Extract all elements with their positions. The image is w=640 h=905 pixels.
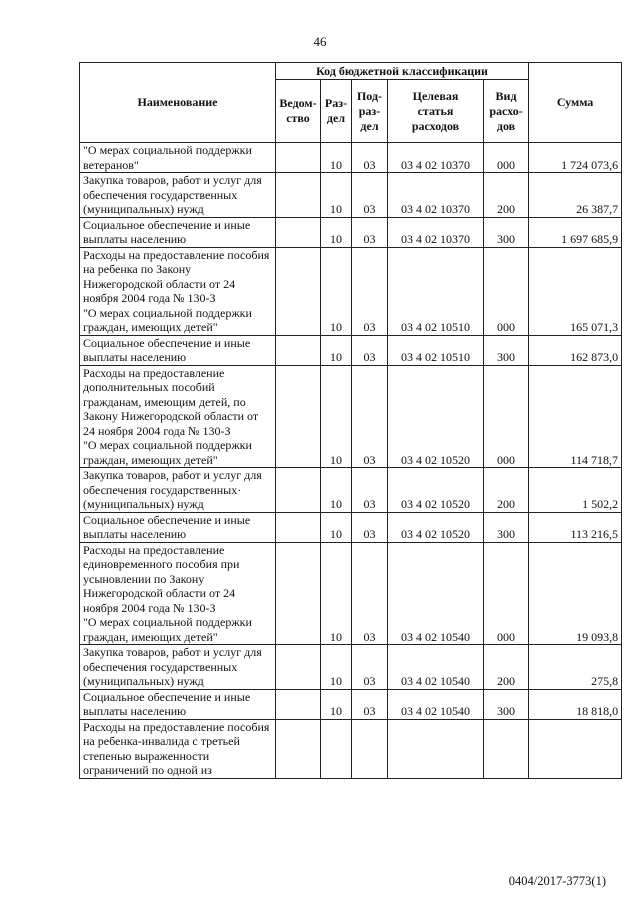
row-department bbox=[276, 335, 321, 365]
row-sum: 165 071,3 bbox=[529, 247, 622, 335]
row-name: Закупка товаров, работ и услуг для обеспечения государственных· (муниципальных) нужд bbox=[80, 468, 276, 513]
row-section: 10 bbox=[321, 512, 352, 542]
row-target-item: 03 4 02 10540 bbox=[388, 542, 484, 645]
row-sum: 275,8 bbox=[529, 645, 622, 690]
row-name: Расходы на предоставление единовременного пособия при усыновлении по Закону Нижегородской области от 24 ноября 2004 года № 130-З "О мерах социальной поддержки граждан, имеющих детей" bbox=[80, 542, 276, 645]
row-name: Расходы на предоставление дополнительных пособий гражданам, имеющим детей, по Закону Нижегородской области от 24 ноября 2004 года № 130-З "О мерах социальной поддержки граждан, имеющих детей" bbox=[80, 365, 276, 468]
table-row bbox=[80, 335, 622, 365]
row-subsection: 03 bbox=[352, 645, 388, 690]
row-target-item: 03 4 02 10520 bbox=[388, 512, 484, 542]
row-subsection bbox=[352, 719, 388, 778]
row-subsection: 03 bbox=[352, 512, 388, 542]
header-expense-type: Вид расхо- дов bbox=[484, 80, 529, 143]
row-target-item: 03 4 02 10540 bbox=[388, 689, 484, 719]
row-target-item: 03 4 02 10510 bbox=[388, 247, 484, 335]
header-code-group: Код бюджетной классификации bbox=[276, 63, 529, 80]
row-expense-type: 000 bbox=[484, 542, 529, 645]
header-department: Ведом- ство bbox=[276, 80, 321, 143]
table-row bbox=[80, 143, 622, 173]
row-target-item: 03 4 02 10370 bbox=[388, 217, 484, 247]
table-row bbox=[80, 719, 622, 778]
row-subsection: 03 bbox=[352, 365, 388, 468]
row-name: Закупка товаров, работ и услуг для обеспечения государственных (муниципальных) нужд bbox=[80, 645, 276, 690]
row-expense-type bbox=[484, 719, 529, 778]
row-expense-type: 000 bbox=[484, 247, 529, 335]
row-subsection: 03 bbox=[352, 143, 388, 173]
row-department bbox=[276, 247, 321, 335]
row-name: Расходы на предоставление пособия на ребенка-инвалида с третьей степенью выраженности ограничений по одной из bbox=[80, 719, 276, 778]
row-section: 10 bbox=[321, 689, 352, 719]
table-row bbox=[80, 645, 622, 690]
row-department bbox=[276, 512, 321, 542]
row-sum: 1 697 685,9 bbox=[529, 217, 622, 247]
header-name: Наименование bbox=[80, 63, 276, 143]
row-department bbox=[276, 365, 321, 468]
row-sum: 26 387,7 bbox=[529, 173, 622, 218]
row-section: 10 bbox=[321, 645, 352, 690]
row-target-item: 03 4 02 10370 bbox=[388, 173, 484, 218]
row-department bbox=[276, 542, 321, 645]
table-row bbox=[80, 468, 622, 513]
row-target-item: 03 4 02 10370 bbox=[388, 143, 484, 173]
row-target-item: 03 4 02 10520 bbox=[388, 365, 484, 468]
row-expense-type: 300 bbox=[484, 217, 529, 247]
table-row bbox=[80, 365, 622, 468]
row-target-item bbox=[388, 719, 484, 778]
row-name: Социальное обеспечение и иные выплаты населению bbox=[80, 335, 276, 365]
row-department bbox=[276, 645, 321, 690]
row-department bbox=[276, 719, 321, 778]
row-subsection: 03 bbox=[352, 468, 388, 513]
table-row bbox=[80, 173, 622, 218]
row-section: 10 bbox=[321, 468, 352, 513]
row-department bbox=[276, 689, 321, 719]
row-expense-type: 000 bbox=[484, 365, 529, 468]
row-sum: 1 724 073,6 bbox=[529, 143, 622, 173]
row-section: 10 bbox=[321, 143, 352, 173]
row-sum: 114 718,7 bbox=[529, 365, 622, 468]
header-section: Раз- дел bbox=[321, 80, 352, 143]
row-subsection: 03 bbox=[352, 335, 388, 365]
document-code: 0404/2017-3773(1) bbox=[508, 874, 606, 888]
table-row bbox=[80, 542, 622, 645]
row-expense-type: 300 bbox=[484, 689, 529, 719]
row-subsection: 03 bbox=[352, 542, 388, 645]
row-sum: 162 873,0 bbox=[529, 335, 622, 365]
row-name: "О мерах социальной поддержки ветеранов" bbox=[80, 143, 276, 173]
row-expense-type: 000 bbox=[484, 143, 529, 173]
row-department bbox=[276, 143, 321, 173]
row-sum: 113 216,5 bbox=[529, 512, 622, 542]
row-target-item: 03 4 02 10540 bbox=[388, 645, 484, 690]
row-expense-type: 200 bbox=[484, 173, 529, 218]
row-section: 10 bbox=[321, 173, 352, 218]
table-row bbox=[80, 217, 622, 247]
row-department bbox=[276, 468, 321, 513]
row-name: Социальное обеспечение и иные выплаты населению bbox=[80, 689, 276, 719]
table-row bbox=[80, 247, 622, 335]
row-sum bbox=[529, 719, 622, 778]
budget-table bbox=[79, 62, 622, 779]
row-target-item: 03 4 02 10510 bbox=[388, 335, 484, 365]
row-sum: 1 502,2 bbox=[529, 468, 622, 513]
header-sum: Сумма bbox=[529, 63, 622, 143]
row-expense-type: 300 bbox=[484, 512, 529, 542]
row-name: Социальное обеспечение и иные выплаты населению bbox=[80, 217, 276, 247]
row-subsection: 03 bbox=[352, 689, 388, 719]
row-name: Расходы на предоставление пособия на ребенка по Закону Нижегородской области от 24 ноября 2004 года № 130-З "О мерах социальной поддержки граждан, имеющих детей" bbox=[80, 247, 276, 335]
table-row bbox=[80, 512, 622, 542]
row-section: 10 bbox=[321, 542, 352, 645]
row-expense-type: 200 bbox=[484, 645, 529, 690]
row-name: Закупка товаров, работ и услуг для обеспечения государственных (муниципальных) нужд bbox=[80, 173, 276, 218]
row-section: 10 bbox=[321, 365, 352, 468]
row-subsection: 03 bbox=[352, 173, 388, 218]
row-sum: 18 818,0 bbox=[529, 689, 622, 719]
table-row bbox=[80, 689, 622, 719]
table-body bbox=[80, 143, 622, 779]
row-subsection: 03 bbox=[352, 247, 388, 335]
row-section: 10 bbox=[321, 217, 352, 247]
row-name: Социальное обеспечение и иные выплаты населению bbox=[80, 512, 276, 542]
row-expense-type: 300 bbox=[484, 335, 529, 365]
row-section: 10 bbox=[321, 247, 352, 335]
row-expense-type: 200 bbox=[484, 468, 529, 513]
row-target-item: 03 4 02 10520 bbox=[388, 468, 484, 513]
header-target-item: Целевая статья расходов bbox=[388, 80, 484, 143]
row-section bbox=[321, 719, 352, 778]
page-number: 46 bbox=[313, 34, 327, 49]
row-department bbox=[276, 217, 321, 247]
row-section: 10 bbox=[321, 335, 352, 365]
row-subsection: 03 bbox=[352, 217, 388, 247]
header-subsection: Под- раз- дел bbox=[352, 80, 388, 143]
row-sum: 19 093,8 bbox=[529, 542, 622, 645]
row-department bbox=[276, 173, 321, 218]
